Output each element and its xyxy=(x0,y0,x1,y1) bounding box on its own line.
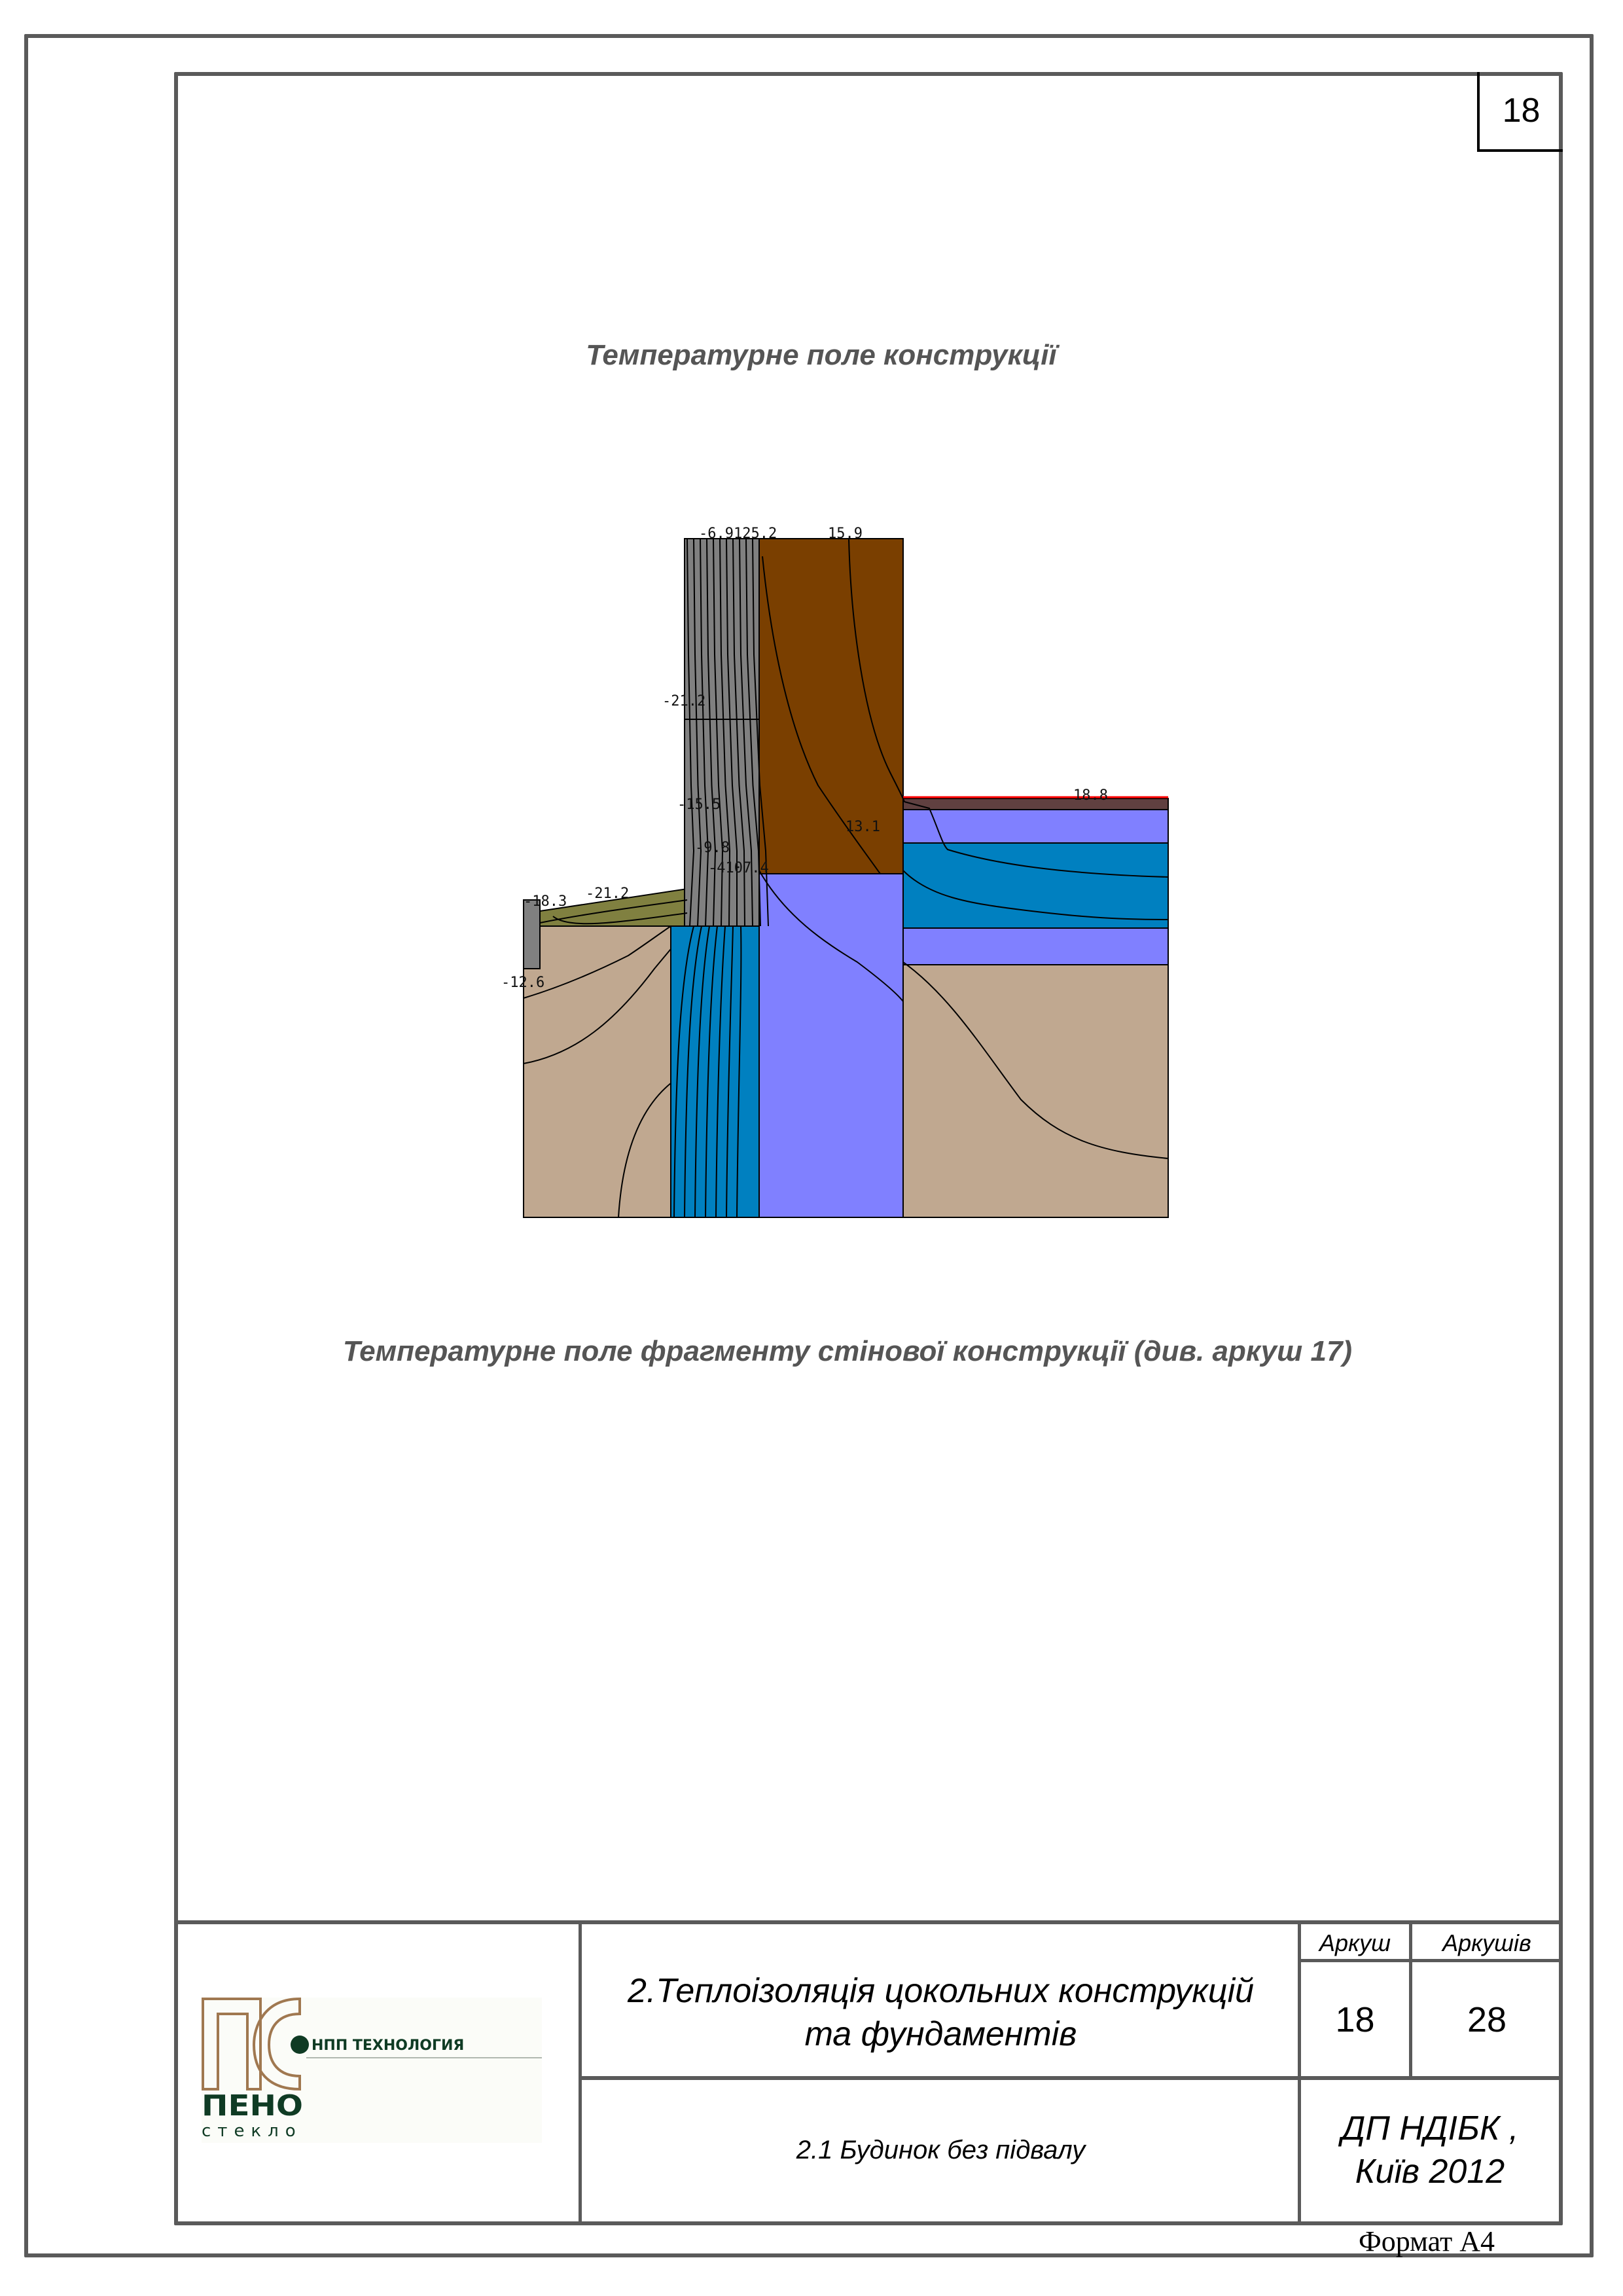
isotherm-label-soil-left: -12.6 xyxy=(501,975,545,991)
title-block-top-line xyxy=(174,1920,1563,1924)
region-foundation xyxy=(759,874,903,1217)
temperature-field-diagram xyxy=(497,517,1191,1230)
isotherm-label-wall-lower: -9.8 xyxy=(695,840,730,856)
region-floor-screed xyxy=(903,810,1168,843)
isotherm-label-wall-mid: -15.5 xyxy=(677,797,721,813)
logo-monogram-p xyxy=(203,1999,260,2089)
organization-city-year: Київ 2012 xyxy=(1355,2153,1505,2191)
sheet-header: Аркуш xyxy=(1319,1929,1391,1956)
company-logo xyxy=(202,1998,542,2143)
logo-top-text: НПП ТЕХНОЛОГИЯ xyxy=(312,2037,465,2054)
organization xyxy=(1299,2078,1561,2222)
region-floor-insulation xyxy=(903,843,1168,928)
region-soil-right xyxy=(903,965,1168,1217)
region-insulation-vertical xyxy=(671,926,759,1217)
isotherm-label-wall-bottom: -4107.4 xyxy=(708,860,769,876)
logo-graphic xyxy=(202,1998,542,2143)
isotherm-label-wall-upper: -21.2 xyxy=(662,693,706,709)
figure-caption: Температурне поле фрагменту стінової конструкції (див. аркуш 17) xyxy=(342,1335,1353,1367)
logo-brand: ПЕНО xyxy=(202,2089,303,2123)
sheet-value: 18 xyxy=(1335,2000,1375,2039)
region-edge-post xyxy=(524,900,540,969)
format-label: Формат А4 xyxy=(1358,2225,1495,2257)
document-title-line1: 2.Теплоізоляція цокольних конструкцій xyxy=(627,1972,1255,2010)
isotherm-label-blind-area-left: -18.3 xyxy=(524,893,567,910)
isotherm-label-blind-area: -21.2 xyxy=(586,886,630,902)
sheets-value: 28 xyxy=(1467,2000,1507,2039)
isotherm-label-top-right: 15.9 xyxy=(828,526,863,542)
title-block-divider-logo xyxy=(579,1920,582,2225)
logo-brand-sub: стекло xyxy=(202,2121,302,2141)
isotherm-label-floor: 18.8 xyxy=(1073,787,1108,804)
sheets-header: Аркушів xyxy=(1442,1929,1531,1956)
document-title xyxy=(582,1947,1299,2078)
logo-dot xyxy=(291,2036,309,2054)
isotherm-label-masonry: 13.1 xyxy=(846,819,880,835)
isotherm-label-top-cluster: -6.9125.2 xyxy=(699,526,777,542)
corner-sheet-number: 18 xyxy=(1477,72,1563,152)
region-floor-base xyxy=(903,928,1168,965)
organization-name: ДП НДІБК , xyxy=(1341,2109,1519,2147)
document-title-line2: та фундаментів xyxy=(804,2015,1077,2053)
document-subtitle: 2.1 Будинок без підвалу xyxy=(796,2135,1086,2164)
region-floor-finish xyxy=(903,798,1168,810)
region-masonry-wall xyxy=(759,539,903,874)
page-heading: Температурне поле конструкції xyxy=(586,339,1057,371)
